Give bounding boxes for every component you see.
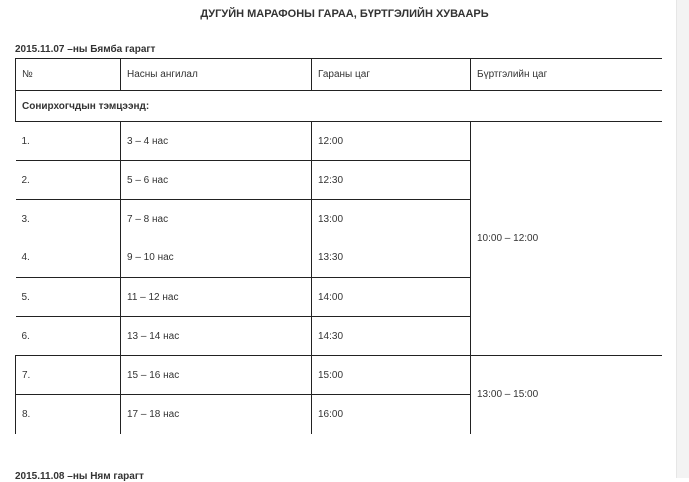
scrollbar-track[interactable]	[676, 0, 689, 478]
next-section-date: 2015.11.08 –ны Ням гарагт	[15, 471, 144, 482]
table-header-row	[16, 59, 662, 91]
group-label: Сонирхогчдын тэмцээнд:	[16, 91, 662, 122]
row-number: 5.	[16, 278, 121, 317]
row-age: 5 – 6 нас	[121, 161, 312, 200]
row-number: 6.	[16, 317, 121, 356]
row-number: 1.	[16, 122, 121, 161]
section-date: 2015.11.07 –ны Бямба гарагт	[15, 44, 156, 55]
row-start-time: 13:00	[312, 200, 471, 239]
row-start-time: 15:00	[312, 356, 471, 395]
row-age: 3 – 4 нас	[121, 122, 312, 161]
row-number: 4.	[16, 239, 121, 278]
registration-time-2: 13:00 – 15:00	[471, 356, 662, 434]
row-start-time: 12:30	[312, 161, 471, 200]
row-start-time: 14:30	[312, 317, 471, 356]
document-title: ДУГУЙН МАРАФОНЫ ГАРАА, БҮРТГЭЛИЙН ХУВААРЬ	[200, 8, 489, 20]
group-row	[16, 91, 662, 122]
row-start-time: 16:00	[312, 395, 471, 434]
row-age: 13 – 14 нас	[121, 317, 312, 356]
row-age: 15 – 16 нас	[121, 356, 312, 395]
table-row	[16, 122, 662, 161]
row-age: 17 – 18 нас	[121, 395, 312, 434]
row-number: 2.	[16, 161, 121, 200]
schedule-table	[15, 58, 662, 434]
header-registration-time: Бүртгэлийн цаг	[471, 59, 662, 91]
row-start-time: 13:30	[312, 239, 471, 278]
row-number: 8.	[16, 395, 121, 434]
row-number: 3.	[16, 200, 121, 239]
row-start-time: 14:00	[312, 278, 471, 317]
row-number: 7.	[16, 356, 121, 395]
header-age-category: Насны ангилал	[121, 59, 312, 91]
row-start-time: 12:00	[312, 122, 471, 161]
row-age: 9 – 10 нас	[121, 239, 312, 278]
registration-time-1: 10:00 – 12:00	[471, 122, 662, 356]
header-start-time: Гараны цаг	[312, 59, 471, 91]
table-row	[16, 356, 662, 395]
header-number: №	[16, 59, 121, 91]
row-age: 11 – 12 нас	[121, 278, 312, 317]
row-age: 7 – 8 нас	[121, 200, 312, 239]
